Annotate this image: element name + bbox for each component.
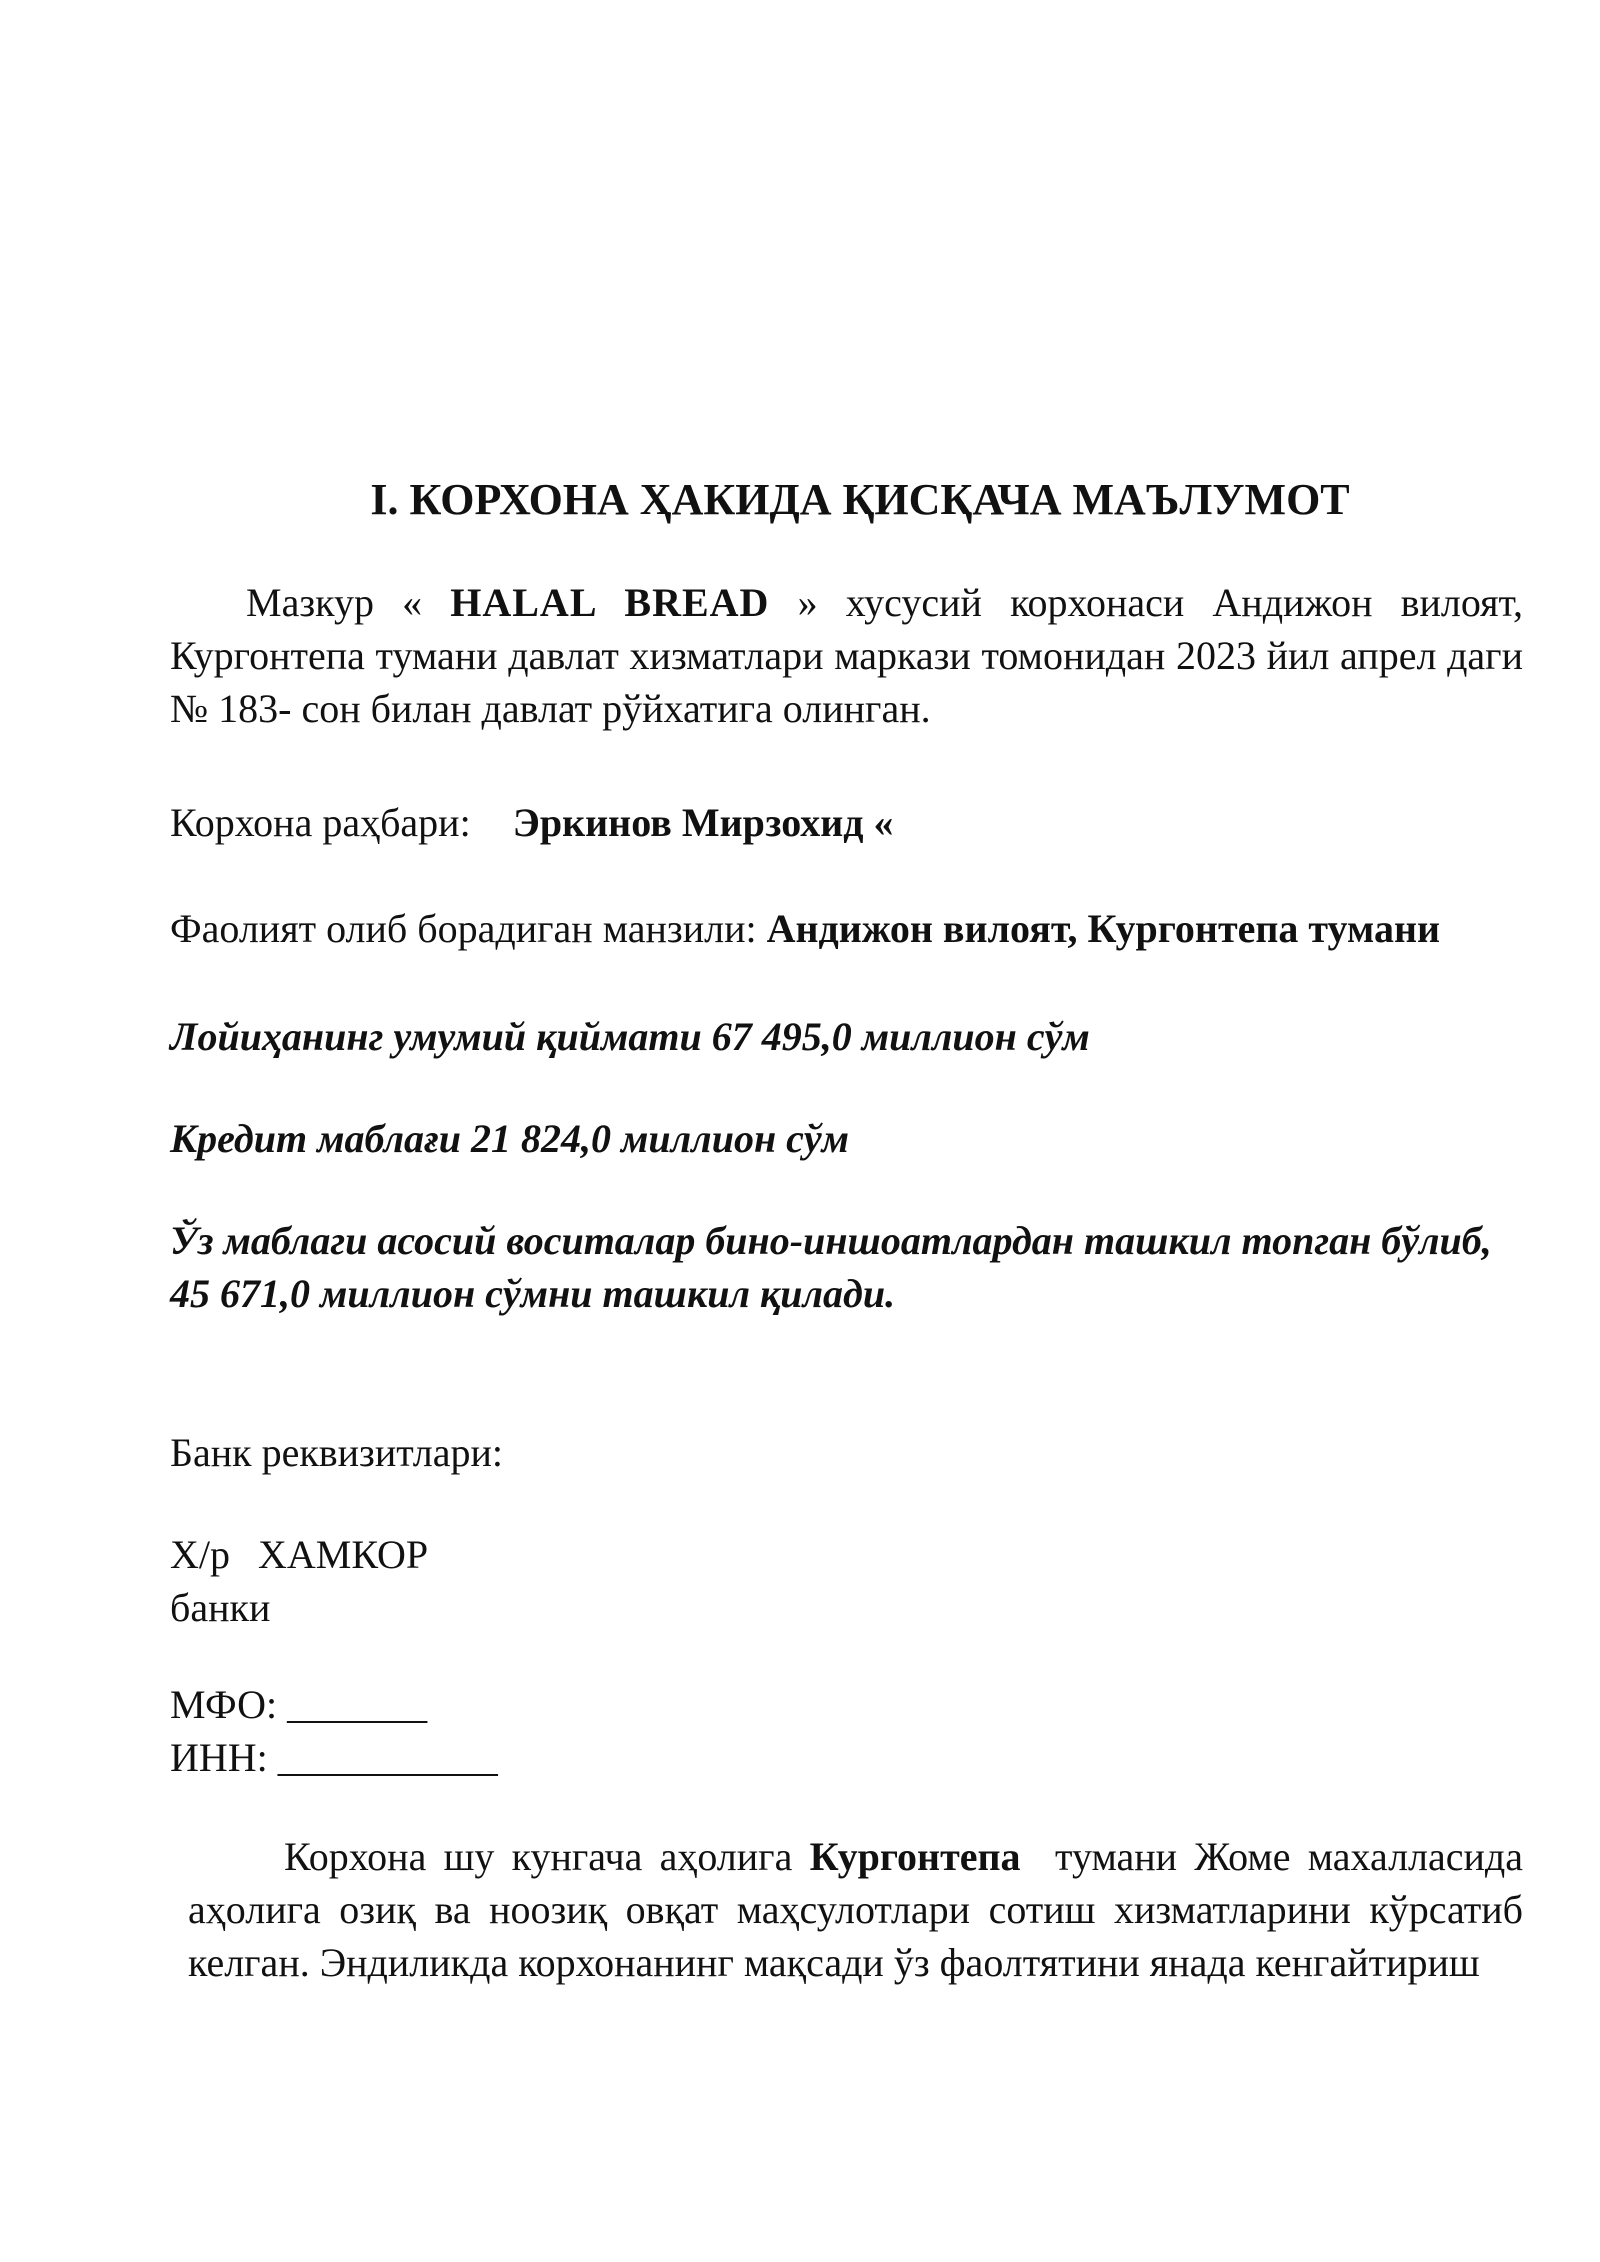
inn-label: ИНН: — [170, 1735, 268, 1780]
director-label: Корхона раҳбари: — [170, 800, 471, 845]
intro-paragraph — [170, 576, 1523, 735]
credit-amount: Кредит маблағи 21 824,0 миллион сўм — [170, 1116, 850, 1161]
address-value: Андижон вилоят, Кургонтепа тумани — [766, 906, 1441, 951]
address-line — [170, 902, 1440, 955]
bank-name-block — [170, 1528, 428, 1634]
own-funds: Ўз маблаги асосий воситалар бино-иншоатлардан ташкил топган бўлиб, 45 671,0 миллион сўмни ташкил қилади. — [170, 1218, 1492, 1316]
page-title: I. КОРХОНА ҲАКИДА ҚИСҚАЧА МАЪЛУМОТ — [370, 475, 1350, 524]
bank-prefix: Х/р — [170, 1532, 230, 1577]
mfo-label: МФО: — [170, 1682, 278, 1727]
address-label: Фаолият олиб борадиган манзили: — [170, 906, 757, 951]
bank-codes-block — [170, 1678, 498, 1784]
bank-name: ХАМКОР — [258, 1532, 429, 1577]
director-line — [170, 796, 893, 849]
inn-line — [170, 1731, 498, 1784]
history-suffix: тумани Жоме махалласида аҳолига озиқ ва ноозиқ овқат маҳсулотлари сотиш хизматларини кўрсатиб келган. Эндиликда корхонанинг мақсади ўз фаолтятини янада кенгайтириш — [188, 1834, 1524, 1985]
history-prefix: Корхона шу кунгача аҳолига — [284, 1834, 793, 1879]
history-paragraph — [188, 1830, 1523, 1989]
intro-prefix: Мазкур « — [246, 580, 423, 625]
history-district: Кургонтепа — [809, 1834, 1021, 1879]
intro-suffix: » хусусий корхонаси Андижон вилоят, Кургонтепа тумани давлат хизматлари маркази томонидан 2023 йил апрел даги № 183- сон билан давлат рўйхатига олинган. — [170, 580, 1523, 731]
bank-account-line — [170, 1528, 428, 1581]
project-cost: Лойиҳанинг умумий қиймати 67 495,0 миллион сўм — [170, 1014, 1090, 1059]
mfo-line — [170, 1678, 498, 1731]
company-name: HALAL BREAD — [450, 580, 770, 625]
mfo-value: _______ — [287, 1682, 428, 1727]
inn-value: ___________ — [277, 1735, 498, 1780]
bank-heading: Банк реквизитлари: — [170, 1430, 503, 1475]
bank-name-suffix: банки — [170, 1585, 271, 1630]
director-name: Эркинов Мирзохид « — [512, 800, 894, 845]
